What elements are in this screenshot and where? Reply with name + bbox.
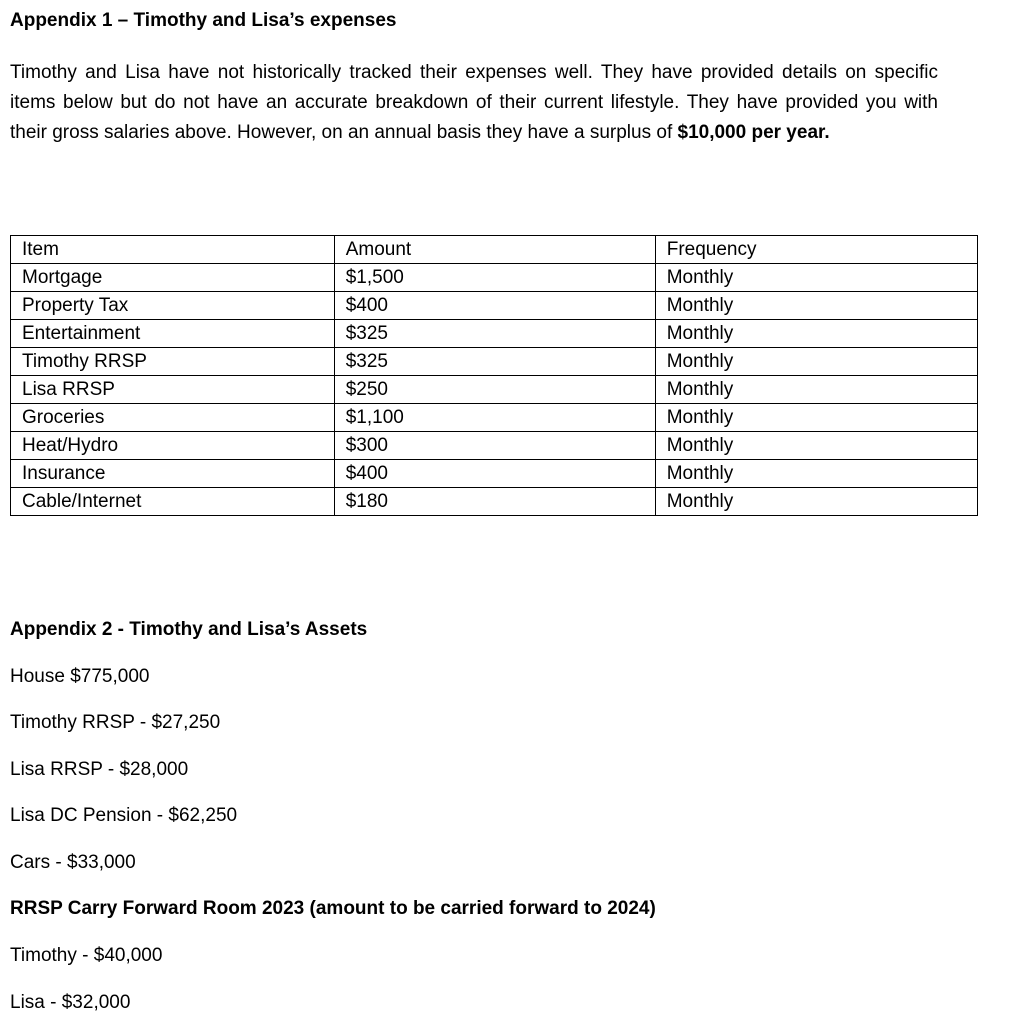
table-row [11,376,978,404]
cell-frequency: Monthly [655,320,977,348]
asset-lisa-dc-pension: Lisa DC Pension - $62,250 [10,805,238,826]
cell-item: Property Tax [11,292,335,320]
carry-forward-title: RRSP Carry Forward Room 2023 (amount to be carried forward to 2024) [10,898,656,919]
cell-frequency: Monthly [655,348,977,376]
cell-item: Mortgage [11,264,335,292]
cell-amount: $400 [334,292,655,320]
cell-amount: $1,500 [334,264,655,292]
table-header-row [11,236,978,264]
cell-amount: $1,100 [334,404,655,432]
table-row [11,460,978,488]
header-item: Item [11,236,335,264]
cell-amount: $325 [334,348,655,376]
cell-amount: $400 [334,460,655,488]
table-row [11,432,978,460]
cell-amount: $300 [334,432,655,460]
asset-timothy-rrsp: Timothy RRSP - $27,250 [10,712,221,733]
cell-amount: $325 [334,320,655,348]
cell-frequency: Monthly [655,376,977,404]
table-row [11,292,978,320]
table-row [11,348,978,376]
table-row [11,264,978,292]
cell-item: Entertainment [11,320,335,348]
cell-item: Lisa RRSP [11,376,335,404]
surplus-amount: $10,000 per year. [677,122,830,143]
table-row [11,488,978,516]
cell-frequency: Monthly [655,488,977,516]
appendix-1-title: Appendix 1 – Timothy and Lisa’s expenses [10,10,397,31]
cell-frequency: Monthly [655,404,977,432]
cell-amount: $250 [334,376,655,404]
cell-item: Cable/Internet [11,488,335,516]
asset-cars: Cars - $33,000 [10,852,136,873]
expenses-table [10,235,978,516]
asset-lisa-rrsp: Lisa RRSP - $28,000 [10,759,189,780]
header-frequency: Frequency [655,236,977,264]
cell-item: Heat/Hydro [11,432,335,460]
cell-item: Timothy RRSP [11,348,335,376]
cell-amount: $180 [334,488,655,516]
carry-forward-timothy: Timothy - $40,000 [10,945,163,966]
cell-item: Groceries [11,404,335,432]
cell-item: Insurance [11,460,335,488]
header-amount: Amount [334,236,655,264]
table-row [11,320,978,348]
carry-forward-lisa: Lisa - $32,000 [10,992,131,1013]
cell-frequency: Monthly [655,432,977,460]
asset-house: House $775,000 [10,666,150,687]
table-row [11,404,978,432]
cell-frequency: Monthly [655,460,977,488]
cell-frequency: Monthly [655,264,977,292]
expenses-paragraph-text: Timothy and Lisa have not historically tracked their expenses well. They have provided details on specific items below but do not have an accurate breakdown of their current lifestyle. They have provided you with their gross salaries above. However, on an annual basis they have a surplus of [10,62,938,143]
expenses-paragraph [10,58,938,148]
cell-frequency: Monthly [655,292,977,320]
appendix-2-title: Appendix 2 - Timothy and Lisa’s Assets [10,619,368,640]
